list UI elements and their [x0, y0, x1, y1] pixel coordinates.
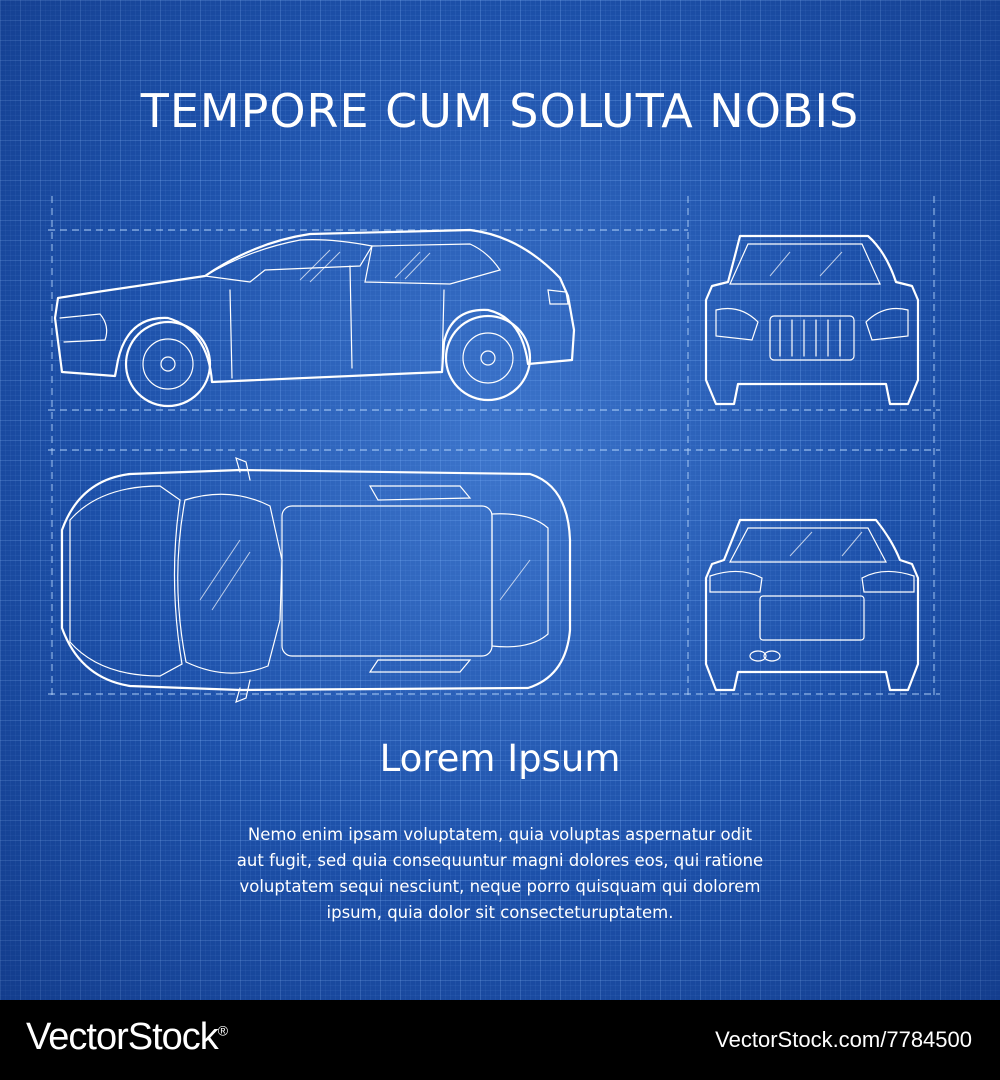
body-paragraph: [190, 822, 810, 926]
subheading: Lorem Ipsum: [379, 737, 621, 780]
body-line: voluptatem sequi nesciunt, neque porro quisquam qui dolorem: [239, 877, 761, 896]
car-side-view: [55, 230, 574, 406]
car-rear-view: [706, 520, 918, 690]
vectorstock-logo: VectorStock®: [26, 1016, 228, 1058]
car-front-view: [706, 236, 918, 404]
watermark-footer: [0, 1000, 1000, 1080]
body-line: Nemo enim ipsam voluptatem, quia voluptas aspernatur odit: [247, 825, 753, 844]
body-line: ipsum, quia dolor sit consecteturuptatem.: [326, 903, 674, 922]
car-top-view: [62, 458, 570, 702]
body-line: aut fugit, sed quia consequuntur magni dolores eos, qui ratione: [236, 851, 764, 870]
image-id: VectorStock.com/7784500: [715, 1027, 972, 1052]
headline: TEMPORE CUM SOLUTA NOBIS: [140, 84, 860, 138]
